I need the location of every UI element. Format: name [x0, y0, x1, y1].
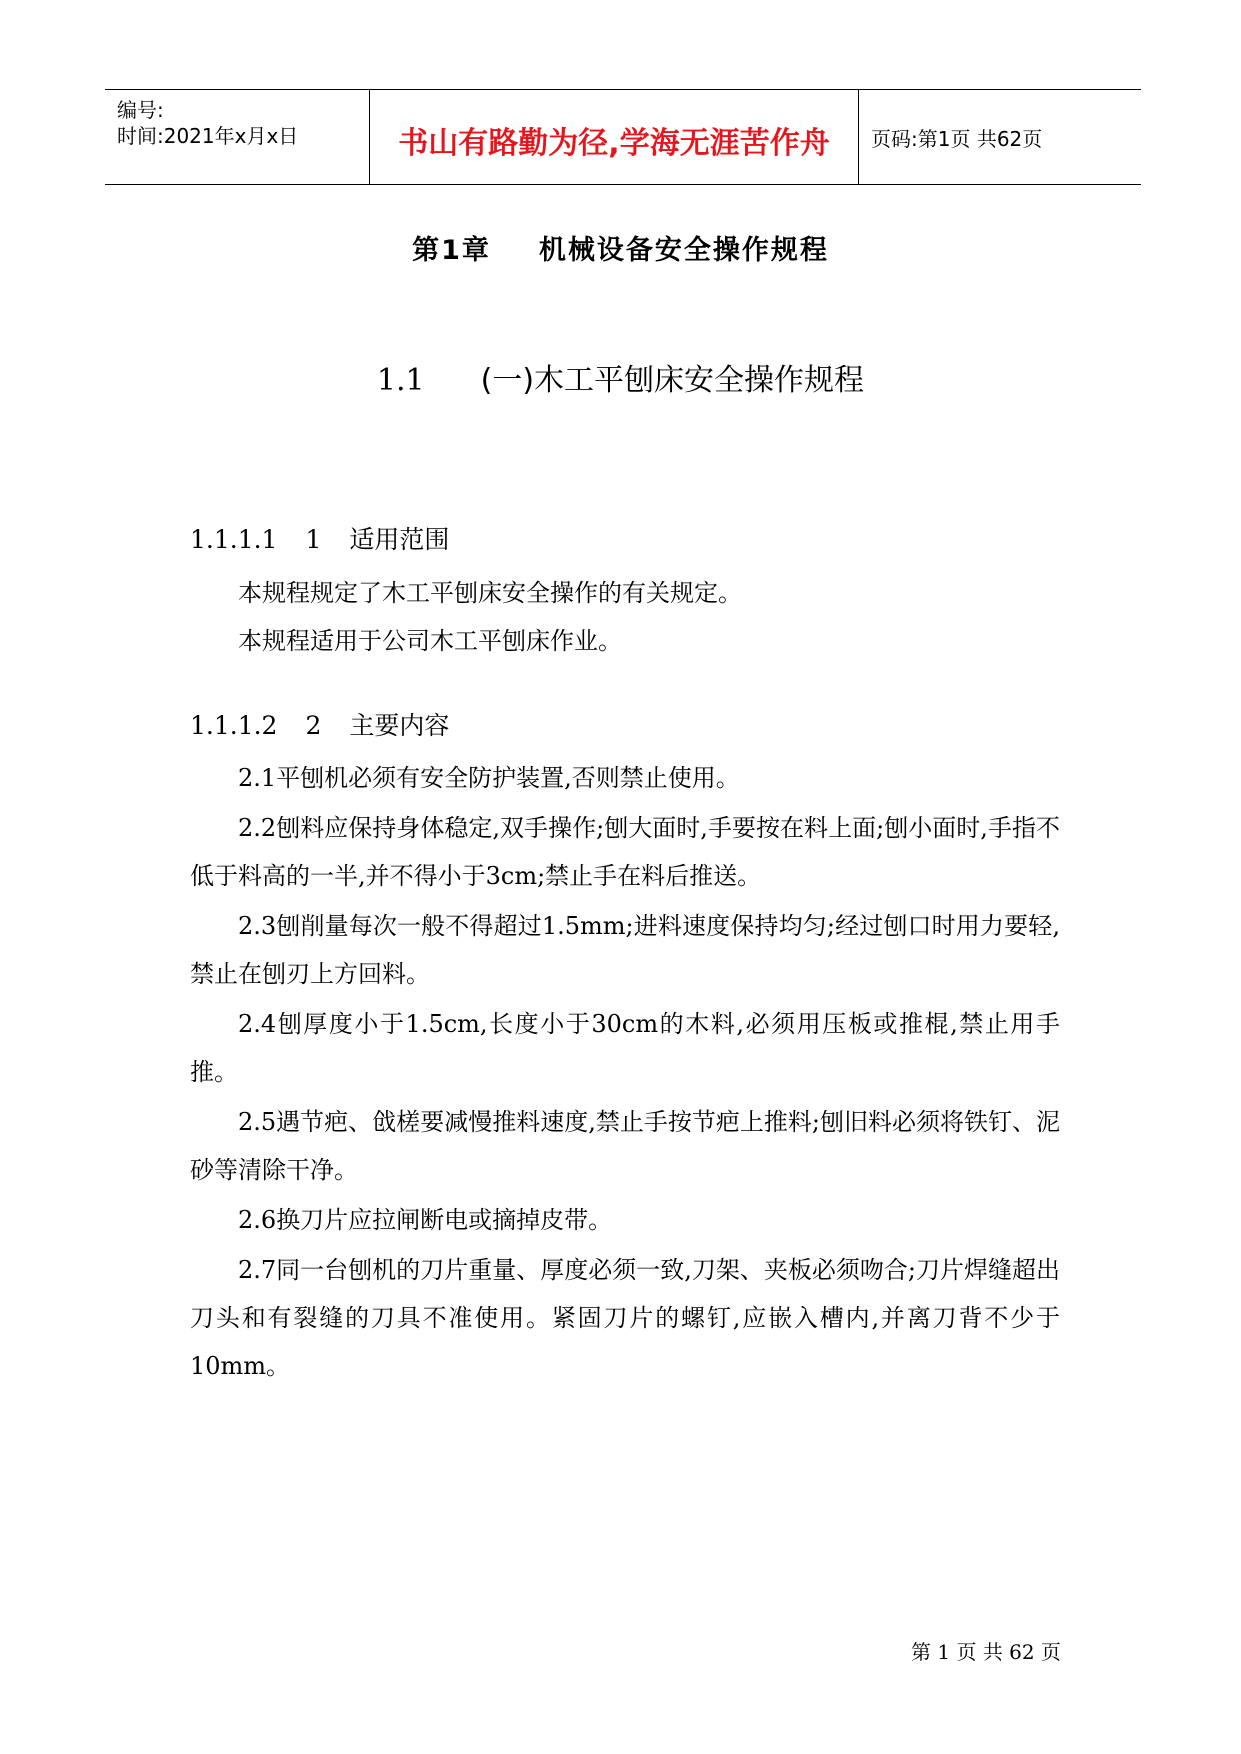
paragraph: 2.4刨厚度小于1.5cm,长度小于30cm的木料,必须用压板或推棍,禁止用手推。 — [190, 1010, 1060, 1086]
time-label: 时间:2021年x月x日 — [117, 124, 299, 148]
header-motto-cell — [369, 90, 859, 184]
paragraph: 2.5遇节疤、戗槎要减慢推料速度,禁止手按节疤上推料;刨旧料必须将铁钉、泥砂等清除干净。 — [190, 1108, 1060, 1184]
page-info: 页码:第1页 共62页 — [871, 127, 1043, 151]
subsection-heading — [190, 520, 449, 556]
header-table — [105, 89, 1141, 185]
subsection-heading — [190, 706, 449, 742]
section-title: (一)木工平刨床安全操作规程 — [480, 363, 865, 398]
paragraph: 本规程规定了木工平刨床安全操作的有关规定。 — [238, 579, 742, 607]
subsection-index: 2 — [305, 711, 322, 740]
subsection-index: 1 — [305, 525, 322, 554]
subsection-title: 适用范围 — [349, 525, 450, 554]
subsection-title: 主要内容 — [349, 711, 450, 740]
chapter-heading — [0, 228, 1241, 267]
paragraph: 2.1平刨机必须有安全防护装置,否则禁止使用。 — [238, 764, 740, 792]
paragraph: 2.7同一台刨机的刀片重量、厚度必须一致,刀架、夹板必须吻合;刀片焊缝超出刀头和有裂缝的刀具不准使用。紧固刀片的螺钉,应嵌入槽内,并离刀背不少于10mm。 — [190, 1256, 1060, 1380]
header-page-cell — [859, 90, 1141, 184]
chapter-number: 第1章 — [412, 235, 491, 266]
header-meta-cell — [105, 90, 369, 184]
paragraph: 2.3刨削量每次一般不得超过1.5mm;进料速度保持均匀;经过刨口时用力要轻, 禁止在刨刃上方回料。 — [190, 912, 1060, 988]
subsection-number: 1.1.1.1 — [190, 525, 278, 554]
paragraph: 本规程适用于公司木工平刨床作业。 — [238, 627, 622, 655]
serial-label: 编号: — [117, 98, 164, 122]
section-number: 1.1 — [376, 363, 425, 398]
page-footer: 第 1 页 共 62 页 — [911, 1640, 1061, 1664]
chapter-title: 机械设备安全操作规程 — [538, 235, 829, 266]
motto: 书山有路勤为径,学海无涯苦作舟 — [398, 126, 830, 161]
paragraph: 2.2刨料应保持身体稳定,双手操作;刨大面时,手要按在料上面;刨小面时,手指不低于料高的一半,并不得小于3cm;禁止手在料后推送。 — [190, 814, 1060, 890]
section-heading — [0, 355, 1241, 399]
subsection-number: 1.1.1.2 — [190, 711, 278, 740]
paragraph: 2.6换刀片应拉闸断电或摘掉皮带。 — [238, 1206, 613, 1234]
